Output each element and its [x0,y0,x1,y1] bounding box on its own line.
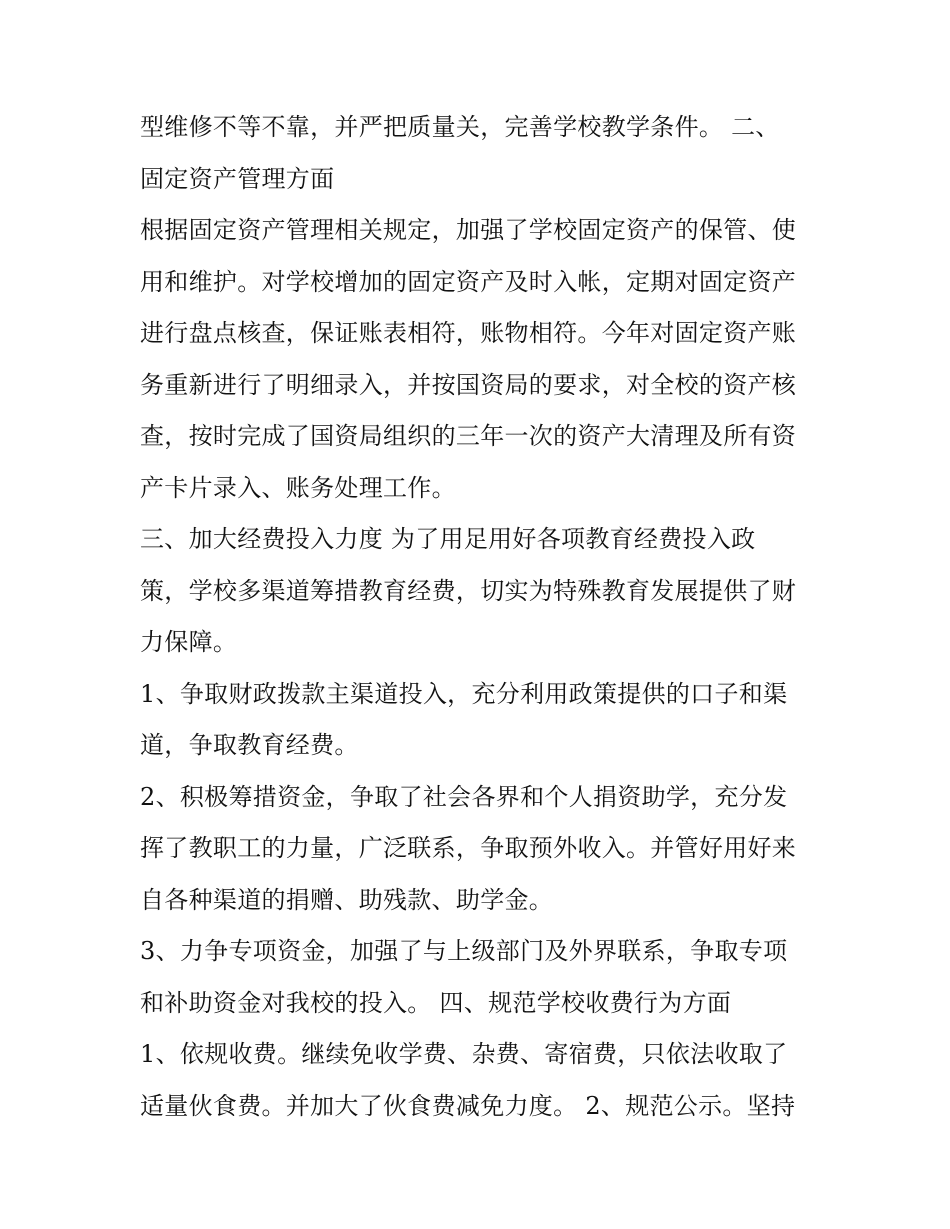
text-line: 1、争取财政拨款主渠道投入，充分利用政策提供的口子和渠 [140,680,788,708]
text-line: 自各种渠道的捐赠、助残款、助学金。 [140,886,554,914]
text-line: 和补助资金对我校的投入。 四、规范学校收费行为方面 [140,989,732,1017]
text-line: 力保障。 [140,628,238,656]
text-line: 道，争取教育经费。 [140,731,359,759]
text-line: 型维修不等不靠，并严把质量关，完善学校教学条件。 二、 [140,113,780,141]
text-line: 2、积极筹措资金，争取了社会各界和个人捐资助学，充分发 [140,783,788,811]
text-line: 1、依规收费。继续免收学费、杂费、寄宿费，只依法收取了 [140,1040,788,1068]
text-line: 根据固定资产管理相关规定，加强了学校固定资产的保管、使 [140,216,797,244]
text-line: 进行盘点核查，保证账表相符，账物相符。今年对固定资产账 [140,319,797,347]
text-line: 挥了教职工的力量，广泛联系，争取预外收入。并管好用好来 [140,834,797,862]
text-line: 务重新进行了明细录入，并按国资局的要求，对全校的资产核 [140,371,797,399]
text-line: 用和维护。对学校增加的固定资产及时入帐，定期对固定资产 [140,268,797,296]
text-line: 适量伙食费。并加大了伙食费减免力度。 2、规范公示。坚持 [140,1092,796,1120]
text-line: 产卡片录入、账务处理工作。 [140,474,456,502]
text-line: 三、加大经费投入力度 为了用足用好各项教育经费投入政 [140,525,756,553]
text-line: 查，按时完成了国资局组织的三年一次的资产大清理及所有资 [140,422,797,450]
text-line: 固定资产管理方面 [140,165,335,193]
text-line: 3、力争专项资金，加强了与上级部门及外界联系，争取专项 [140,937,788,965]
text-line: 策，学校多渠道筹措教育经费，切实为特殊教育发展提供了财 [140,577,797,605]
